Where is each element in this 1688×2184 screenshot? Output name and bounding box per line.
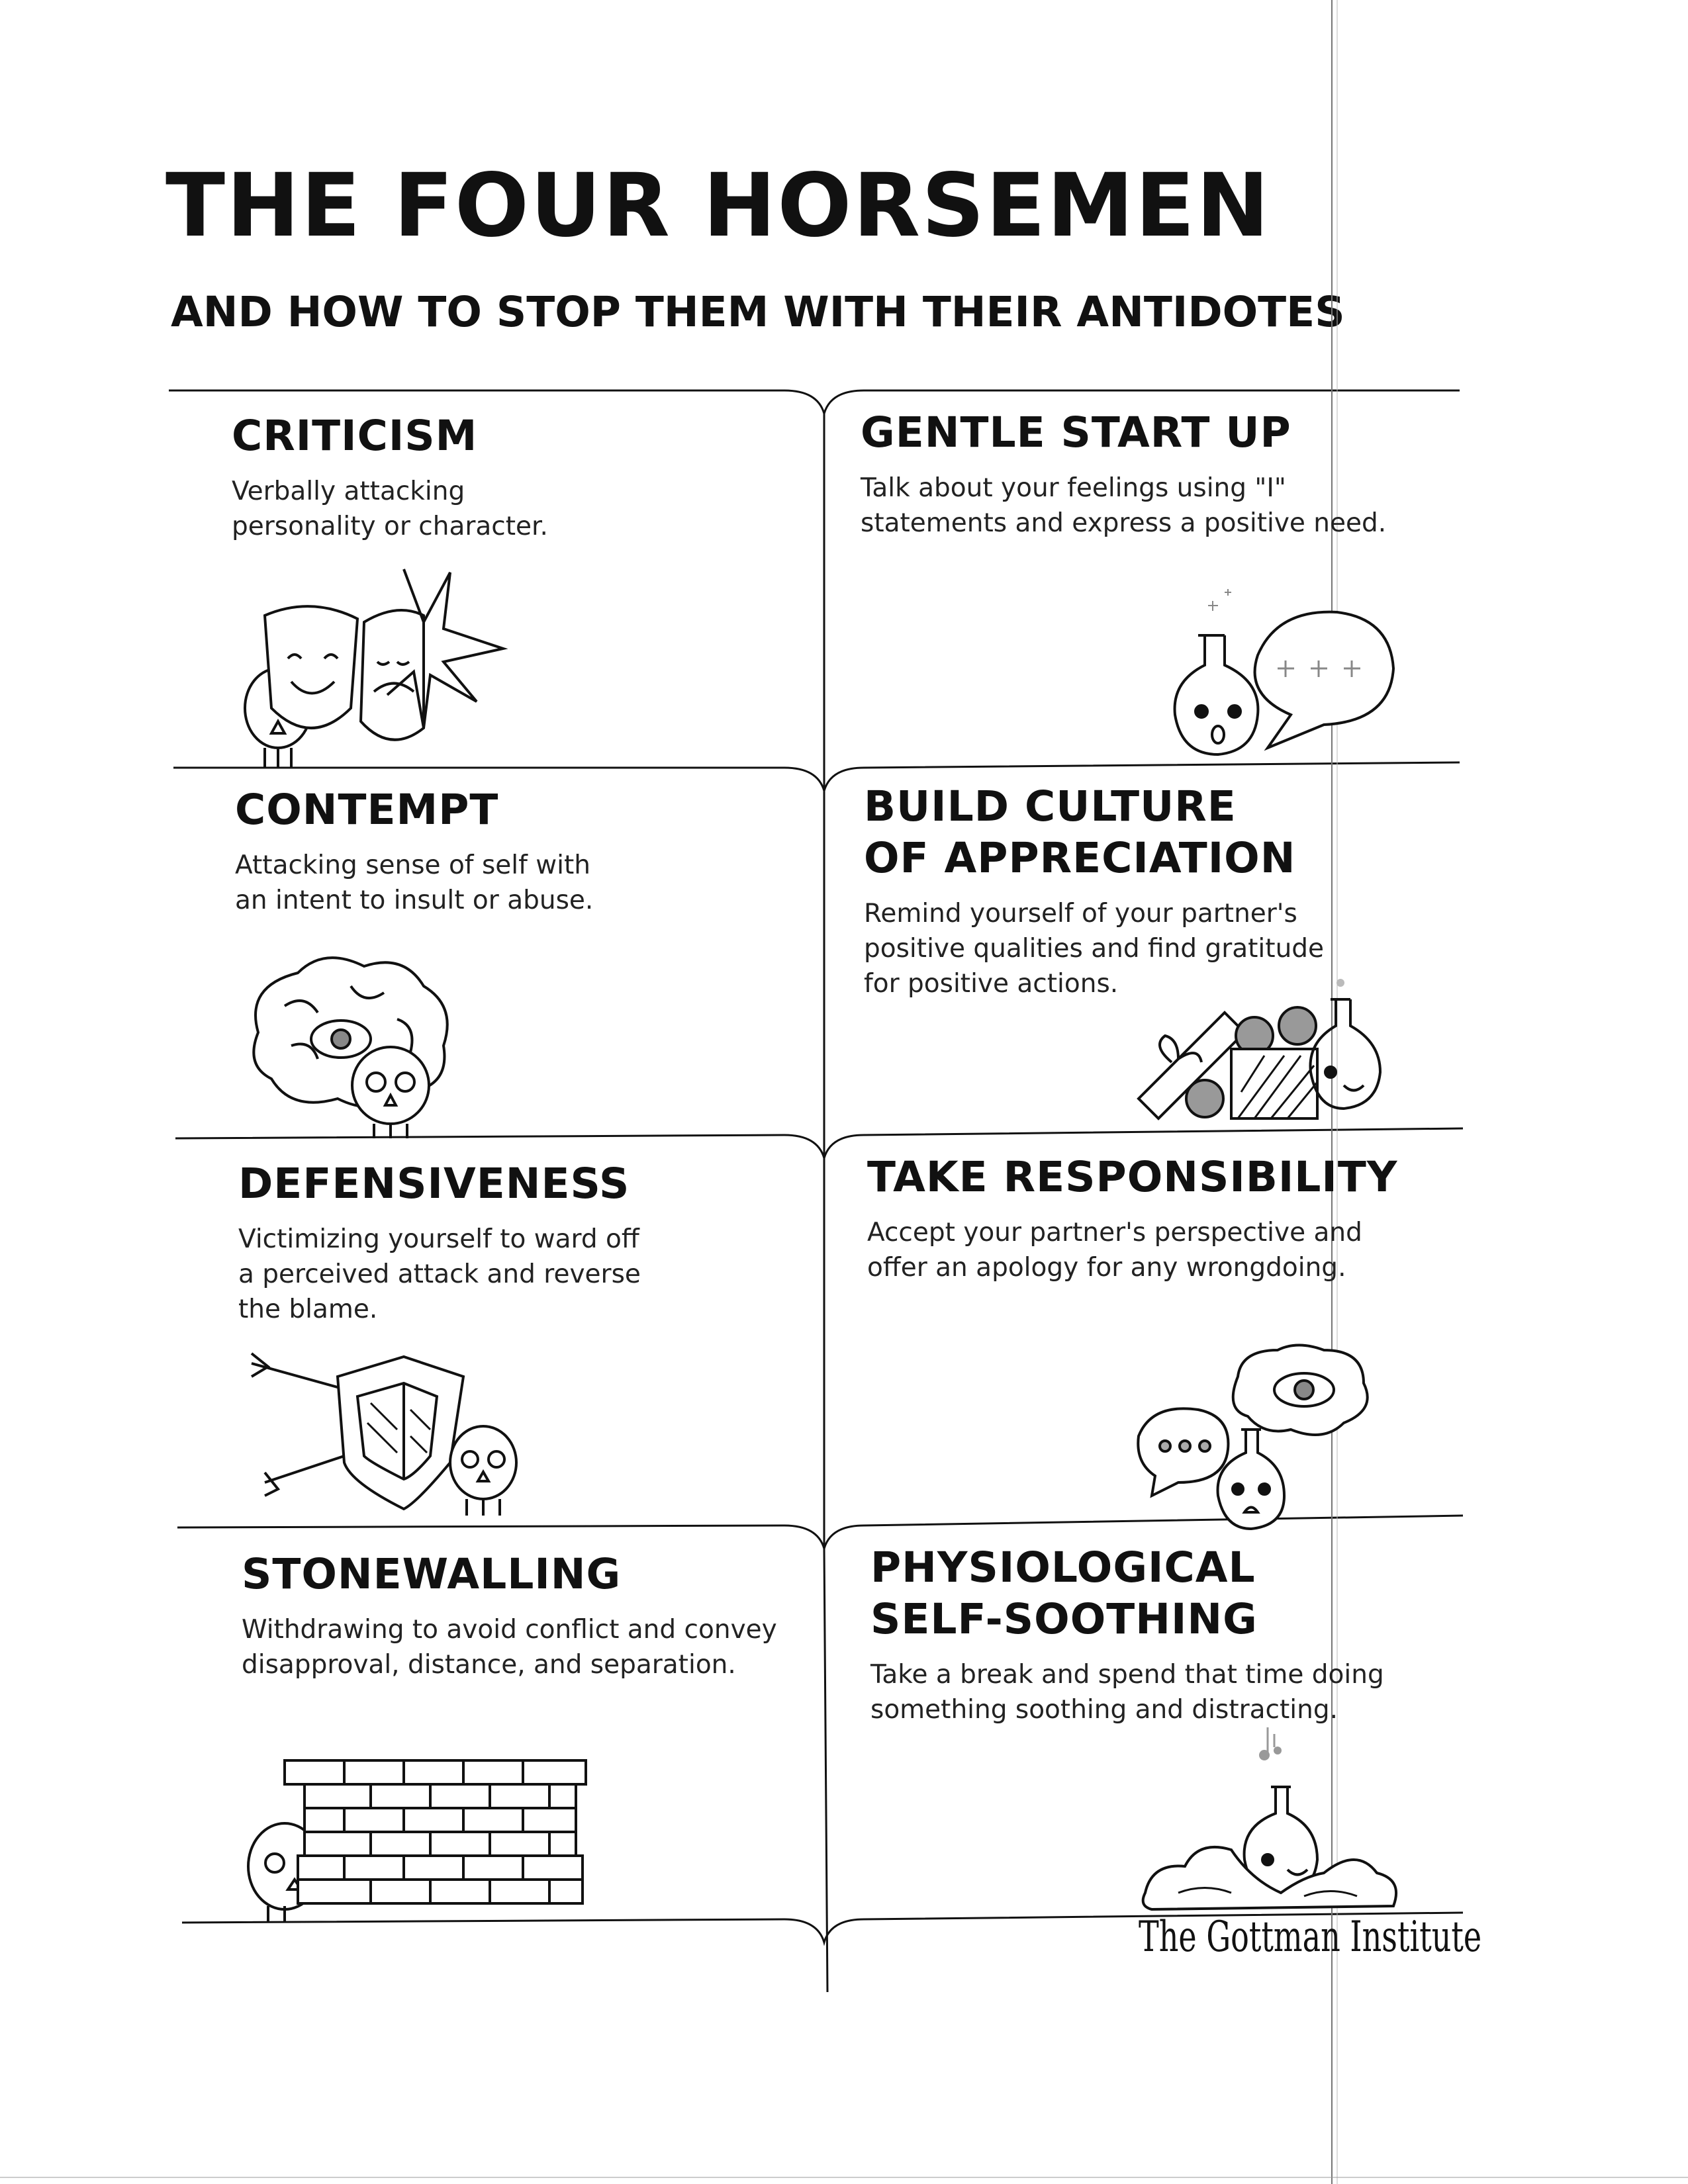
horseman-defensiveness [238, 1158, 641, 1327]
horseman-description: Victimizing yourself to ward off a perceived attack and reverse the blame. [238, 1224, 641, 1324]
page-title: THE FOUR HORSEMEN [165, 155, 1271, 257]
antidote-take-responsibility [867, 1152, 1397, 1285]
antidote-title: TAKE RESPONSIBILITY [867, 1153, 1398, 1201]
antidote-description: Remind yourself of your partner's positive qualities and find gratitude for positive actions. [864, 899, 1325, 999]
brick-wall-skull-icon [238, 1754, 609, 1929]
horseman-description: Withdrawing to avoid conflict and convey disapproval, distance, and separation. [242, 1615, 777, 1680]
antidote-title: BUILD CULTURE OF APPRECIATION [864, 782, 1296, 882]
antidote-description: Talk about your feelings using "I" statements and express a positive need. [861, 473, 1387, 538]
antidote-description: Take a break and spend that time doing something soothing and distracting. [870, 1660, 1384, 1725]
flask-cloud-music-icon [1139, 1714, 1417, 1922]
horseman-title: DEFENSIVENESS [238, 1160, 630, 1208]
horseman-description: Attacking sense of self with an intent to insult or abuse. [235, 850, 594, 915]
page-subtitle: AND HOW TO STOP THEM WITH THEIR ANTIDOTES [171, 288, 1345, 336]
antidote-self-soothing [870, 1542, 1384, 1727]
horseman-stonewalling [242, 1549, 777, 1682]
antidote-title: PHYSIOLOGICAL SELF-SOOTHING [870, 1543, 1258, 1643]
masks-skull-icon [225, 556, 523, 770]
gottman-institute-logo: The Gottman Institute [1139, 1913, 1482, 1962]
horseman-criticism [232, 410, 548, 544]
horseman-title: CRITICISM [232, 412, 478, 460]
brain-skull-icon [232, 946, 483, 1148]
horseman-description: Verbally attacking personality or character. [232, 477, 548, 541]
shield-arrows-skull-icon [238, 1330, 530, 1531]
antidote-description: Accept your partner's perspective and offer an apology for any wrongdoing. [867, 1218, 1362, 1283]
antidote-gentle-start-up [861, 407, 1386, 541]
gift-box-flask-icon [1125, 966, 1417, 1128]
flask-speech-bubble-icon [1158, 582, 1410, 777]
flask-thought-bubbles-icon [1125, 1337, 1377, 1538]
horseman-title: STONEWALLING [242, 1550, 622, 1598]
antidote-title: GENTLE START UP [861, 408, 1291, 457]
horseman-contempt [235, 784, 593, 918]
horseman-title: CONTEMPT [235, 786, 499, 834]
